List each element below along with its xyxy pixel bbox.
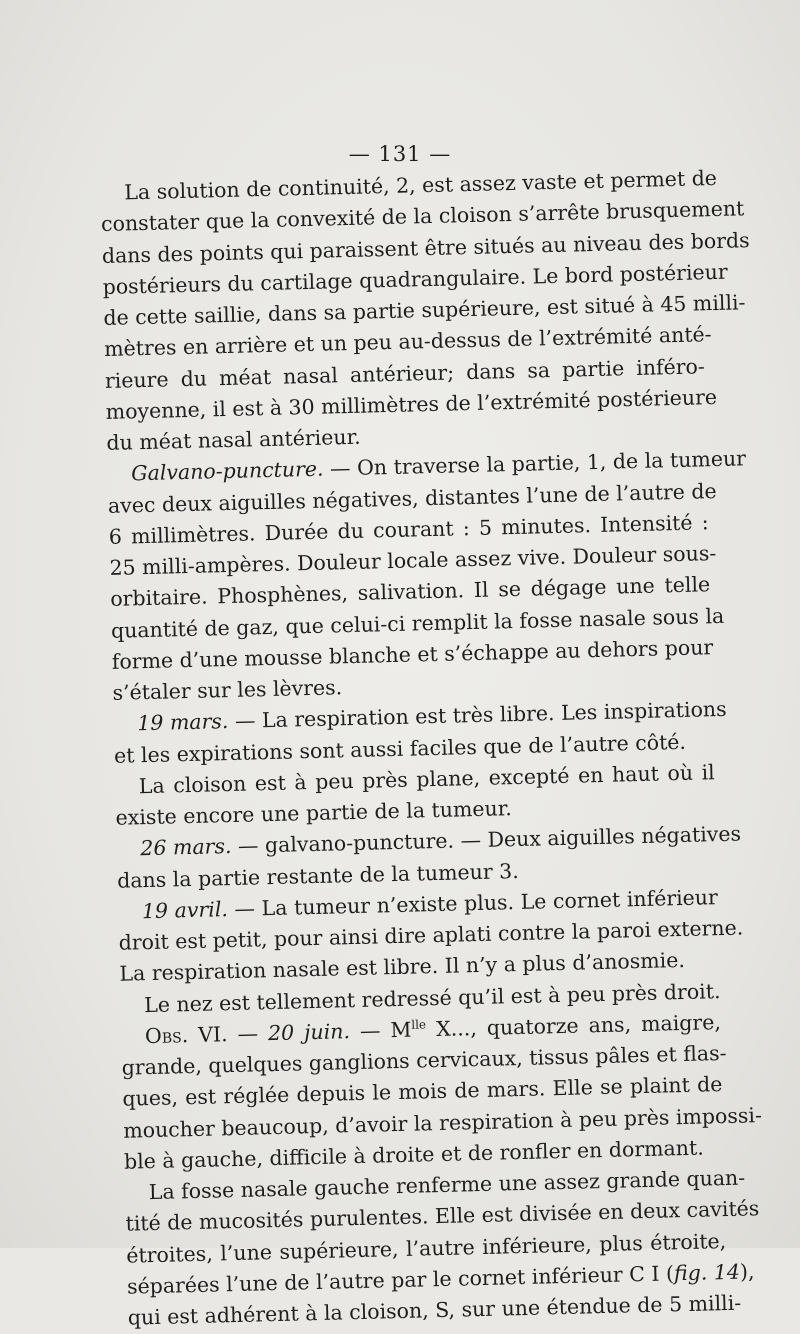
text-run: ques, est réglée depuis le mois de mars. Elle se plaint de <box>122 1072 723 1111</box>
text-run: Galvano-puncture. <box>130 456 324 486</box>
text-run: étroites, l’une supérieure, l’autre inférieure, plus étroite, <box>126 1228 727 1268</box>
text-run: dans la partie restante de la tumeur 3. <box>116 858 519 893</box>
superscript: lle <box>411 1017 427 1032</box>
text-run: postérieurs du cartilage quadrangulaire. Le bord postérieur <box>102 259 728 299</box>
text-run: dans des points qui paraissent être situés au niveau des bords <box>101 227 750 268</box>
text-run: quantité de gaz, que celui-ci remplit la fosse nasale sous la <box>110 603 725 643</box>
text-run: 26 mars. <box>140 834 232 861</box>
text-run: moucher beaucoup, d’avoir la respiration à peu près impossi- <box>122 1102 763 1143</box>
text-run: existe encore une partie de la tumeur. <box>115 796 513 830</box>
text-run: du méat nasal antérieur. <box>106 424 361 455</box>
text-run: séparées l’une de l’autre par le cornet inférieur C I ( <box>126 1261 675 1299</box>
text-run: droit est petit, pour ainsi dire aplati contre la paroi externe. <box>118 915 744 955</box>
text-run: ble à gauche, difficile à droite et de ronfler en dormant. <box>123 1135 704 1174</box>
text-run: 19 mars. <box>137 709 229 736</box>
text-run: — M <box>349 1017 412 1043</box>
text-run: constater que la convexité de la cloison s’arrête brusquement <box>100 196 745 237</box>
text-run: La solution de continuité, 2, est assez vaste et permet de <box>124 165 718 205</box>
text-run: — On traverse la partie, 1, de la tumeur <box>323 446 747 481</box>
text-run: grande, quelques ganglions cervicaux, tissus pâles et flas- <box>121 1040 727 1080</box>
text-run: ), <box>739 1259 755 1284</box>
text-run: 20 juin. <box>267 1018 351 1045</box>
text-run: 6 millimètres. Durée du courant : 5 minutes. Intensité : <box>108 509 709 549</box>
text-run: fig. 14 <box>673 1259 741 1286</box>
page-number: — 131 — <box>348 142 452 166</box>
text-run: et les expirations sont aussi faciles que de l’autre côté. <box>113 729 687 768</box>
text-run: moyenne, il est à 30 millimètres de l’extrémité postérieure <box>105 384 718 424</box>
text-run: de cette saillie, dans sa partie supérieure, est situé à 45 milli- <box>103 290 746 330</box>
text-run: La cloison est à peu près plane, excepté en haut où il <box>138 759 715 798</box>
text-run: — La tumeur n’existe plus. Le cornet inférieur <box>227 884 719 921</box>
text-run: — <box>227 1020 269 1046</box>
text-run: rieure du méat nasal antérieur; dans sa partie inféro- <box>104 353 706 393</box>
body-text <box>100 163 763 1334</box>
text-run: La respiration nasale est libre. Il n’y a plus d’anosmie. <box>119 948 686 987</box>
text-run: 25 milli-ampères. Douleur locale assez vive. Douleur sous- <box>109 541 717 580</box>
text-run: s’étaler sur les lèvres. <box>112 675 343 705</box>
text-run: — galvano-puncture. — Deux aiguilles négatives <box>231 821 742 859</box>
text-run: avec deux aiguilles négatives, distantes l’une de l’autre de <box>107 478 717 518</box>
text-run: Le nez est tellement redressé qu’il est à peu près droit. <box>143 978 721 1017</box>
text-run: orbitaire. Phosphènes, salivation. Il se dégage une telle <box>109 572 711 612</box>
text-run: Obs. VI. <box>144 1021 228 1048</box>
text-run: X..., quatorze ans, maigre, <box>425 1009 722 1042</box>
text-run: 19 avril. <box>141 896 229 923</box>
text-run: forme d’une mousse blanche et s’échappe au dehors pour <box>111 634 714 674</box>
text-run: mètres en arrière et un peu au-dessus de l’extrémité anté- <box>103 322 712 362</box>
text-run: tité de mucosités purulentes. Elle est divisée en deux cavités <box>125 1196 760 1236</box>
text-run: La fosse nasale gauche renferme une assez grande quan- <box>148 1165 746 1205</box>
text-run: qui est adhérent à la cloison, S, sur une étendue de 5 milli- <box>127 1290 742 1330</box>
text-run: — La respiration est très libre. Les inspirations <box>228 697 727 734</box>
